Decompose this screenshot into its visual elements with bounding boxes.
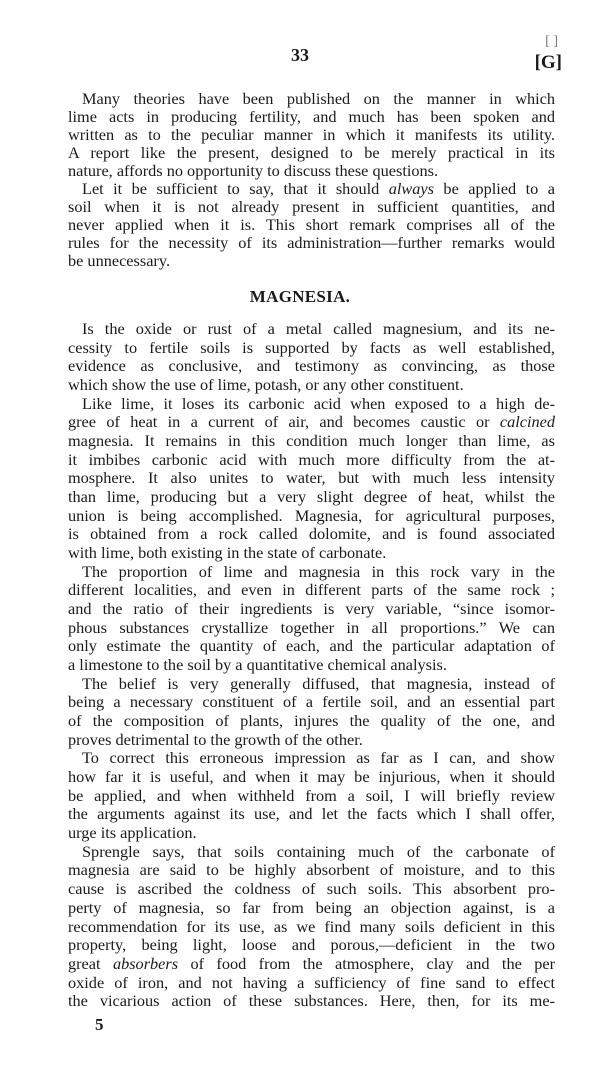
- italic-text: always: [388, 179, 434, 198]
- text-line: [68, 843, 555, 862]
- text-segment: Many theories have been published on the manner in which: [82, 89, 555, 108]
- text-line: [68, 861, 555, 880]
- text-segment: proves detrimental to the growth of the other.: [68, 729, 363, 749]
- text-line: [68, 413, 555, 432]
- text-segment: perty of magnesia, so far from being an objection against, is a: [68, 897, 555, 917]
- text-segment: recommendation for its use, as we find many soils deficient in this: [68, 916, 555, 936]
- text-line: [68, 656, 555, 675]
- text-line: [68, 469, 555, 488]
- text-line: [68, 563, 555, 582]
- text-line: [68, 768, 555, 787]
- text-segment: soil when it is not already present in sufficient quantities, and: [68, 197, 555, 216]
- text-line: [68, 600, 555, 619]
- text-line: [68, 144, 555, 162]
- text-line: [68, 320, 555, 339]
- text-line: [68, 252, 555, 270]
- magnesia-section-text: [68, 320, 555, 1011]
- text-line: [68, 955, 555, 974]
- text-line: [68, 432, 555, 451]
- text-segment: nature, affords no opportunity to discuss these questions.: [68, 161, 439, 180]
- text-line: [68, 992, 555, 1011]
- text-line: [68, 451, 555, 470]
- text-line: [68, 339, 555, 358]
- text-segment: only estimate the quantity of each, and the particular adaptation of: [68, 636, 555, 656]
- text-segment: be applied to a: [433, 179, 555, 198]
- text-line: [68, 805, 555, 824]
- text-line: [68, 824, 555, 843]
- text-segment: magnesia. It remains in this condition much longer than lime, as: [68, 431, 555, 451]
- text-line: [68, 936, 555, 955]
- italic-text: absorbers: [112, 953, 179, 973]
- text-segment: of the composition of plants, injures the quality of the one, and: [68, 711, 555, 731]
- text-segment: of food from the atmosphere, clay and the per: [178, 953, 556, 973]
- text-segment: lime acts in producing fertility, and much has been spoken and: [68, 107, 555, 126]
- text-segment: oxide of iron, and not having a sufficiency of fine sand to effect: [68, 972, 555, 992]
- text-segment: which show the use of lime, potash, or any other constituent.: [68, 375, 464, 395]
- text-segment: be unnecessary.: [68, 251, 171, 270]
- text-segment: different localities, and even in different parts of the same rock ;: [68, 580, 555, 600]
- text-line: [68, 899, 555, 918]
- text-line: [68, 90, 555, 108]
- text-line: [68, 507, 555, 526]
- text-line: [68, 581, 555, 600]
- text-segment: is obtained from a rock called dolomite, and is found associated: [68, 524, 555, 544]
- text-segment: union is being accomplished. Magnesia, for agricultural purposes,: [68, 505, 555, 525]
- text-segment: Let it be sufficient to say, that it should: [82, 179, 389, 198]
- text-segment: property, being light, loose and porous,—deficient in the two: [68, 935, 555, 955]
- text-line: [68, 108, 555, 126]
- page-number: 33: [291, 45, 309, 65]
- text-segment: be applied, and when withheld from a soil, I will briefly review: [68, 785, 555, 805]
- text-line: [68, 488, 555, 507]
- text-segment: Is the oxide or rust of a metal called magnesium, and its ne-: [82, 319, 555, 338]
- text-segment: urge its application.: [68, 823, 197, 843]
- section-heading: MAGNESIA.: [249, 287, 351, 306]
- text-line: [68, 749, 555, 768]
- text-segment: being a necessary constituent of a fertile soil, and an essential part: [68, 692, 555, 712]
- text-line: [68, 126, 555, 144]
- text-line: [68, 675, 555, 694]
- text-line: [68, 162, 555, 180]
- text-segment: gree of heat in a current of air, and becomes caustic or: [68, 412, 500, 432]
- text-segment: cause is ascribed the coldness of such soils. This absorbent pro-: [68, 879, 555, 899]
- text-segment: The belief is very generally diffused, that magnesia, instead of: [82, 673, 555, 693]
- text-segment: it imbibes carbonic acid with much more difficulty from the at-: [68, 449, 555, 469]
- text-line: [68, 198, 555, 216]
- text-segment: To correct this erroneous impression as far as I can, and show: [82, 748, 555, 768]
- signature-mark: [G]: [534, 52, 562, 73]
- text-line: [68, 376, 555, 395]
- text-line: [68, 731, 555, 750]
- text-segment: mosphere. It also unites to water, but with much less intensity: [68, 468, 555, 488]
- text-segment: never applied when it is. This short remark comprises all of the: [68, 215, 555, 234]
- text-line: [68, 357, 555, 376]
- text-segment: than lime, producing but a very slight degree of heat, whilst the: [68, 487, 555, 507]
- signature-mark-top: [ ]: [545, 34, 558, 49]
- text-segment: great: [68, 953, 113, 973]
- text-line: [68, 544, 555, 563]
- italic-text: calcined: [499, 412, 555, 432]
- text-segment: the arguments against its use, and let the facts which I shall offer,: [68, 804, 555, 824]
- text-line: [68, 216, 555, 234]
- text-line: [68, 637, 555, 656]
- text-line: [68, 974, 555, 993]
- text-segment: a limestone to the soil by a quantitative chemical analysis.: [68, 655, 447, 675]
- text-segment: written as to the peculiar manner in which it manifests its utility.: [68, 125, 555, 144]
- text-segment: A report like the present, designed to be merely practical in its: [68, 143, 555, 162]
- text-line: [68, 395, 555, 414]
- text-line: [68, 619, 555, 638]
- text-segment: evidence as conclusive, and testimony as convincing, as those: [68, 356, 555, 376]
- text-line: [68, 787, 555, 806]
- text-segment: and the ratio of their ingredients is very variable, “since isomor-: [68, 599, 555, 619]
- text-segment: with lime, both existing in the state of carbonate.: [68, 543, 387, 563]
- text-line: [68, 880, 555, 899]
- text-line: [68, 234, 555, 252]
- text-segment: how far it is useful, and when it may be injurious, when it should: [68, 767, 555, 787]
- text-segment: Like lime, it loses its carbonic acid when exposed to a high de-: [82, 393, 555, 413]
- text-segment: The proportion of lime and magnesia in this rock vary in the: [82, 561, 555, 581]
- text-line: [68, 180, 555, 198]
- text-segment: phous substances crystallize together in all proportions.” We can: [68, 617, 555, 637]
- text-segment: Sprengle says, that soils containing much of the carbonate of: [82, 841, 555, 861]
- text-segment: rules for the necessity of its administration—further remarks would: [68, 233, 555, 252]
- text-segment: cessity to fertile soils is supported by facts as well established,: [68, 337, 555, 357]
- footer-signature-number: 5: [95, 1015, 104, 1034]
- text-segment: magnesia are said to be highly absorbent of moisture, and to this: [68, 860, 555, 880]
- text-line: [68, 712, 555, 731]
- text-segment: the vicarious action of these substances. Here, then, for its me-: [68, 991, 555, 1011]
- text-line: [68, 693, 555, 712]
- intro-text: [68, 90, 555, 270]
- text-line: [68, 918, 555, 937]
- text-line: [68, 525, 555, 544]
